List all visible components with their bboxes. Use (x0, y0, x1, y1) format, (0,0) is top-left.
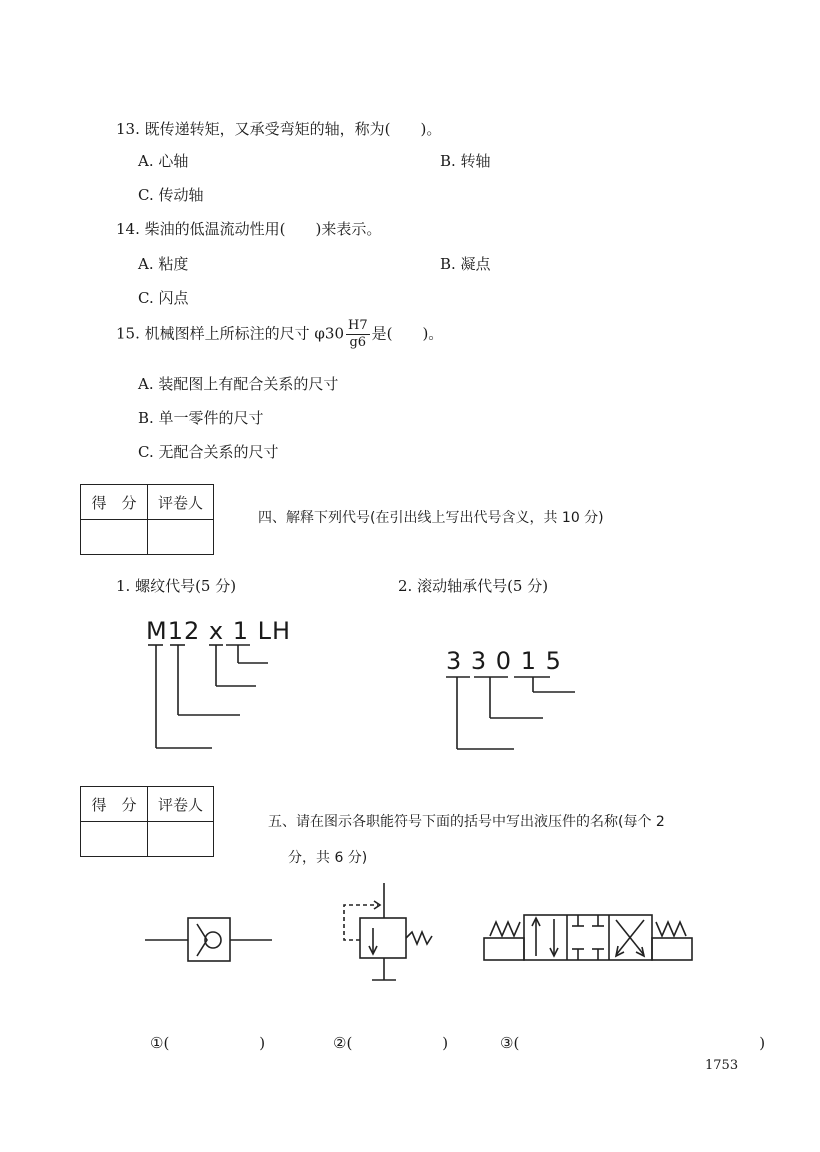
fit-fraction-numerator: H7 (347, 318, 368, 333)
question-14-stem: 14. 柴油的低温流动性用( )来表示。 (116, 220, 382, 238)
score-header: 得 分 (81, 787, 148, 822)
bearing-code-leaders (446, 677, 575, 749)
question-15-stem-pre: 15. 机械图样上所标注的尺寸 φ30 (116, 324, 344, 343)
question-14-option-b: B. 凝点 (440, 255, 491, 273)
question-15-option-b: B. 单一零件的尺寸 (138, 409, 264, 427)
question-15-stem-post: 是( )。 (371, 324, 444, 343)
section-4-item-2: 2. 滚动轴承代号(5 分) (398, 577, 549, 595)
section-5-title-line-1: 五、请在图示各职能符号下面的括号中写出液压件的名称(每个 2 (268, 814, 665, 830)
section-4-title: 四、解释下列代号(在引出线上写出代号含义，共 10 分) (258, 510, 604, 526)
bearing-code: 3 3 0 1 5 (446, 647, 562, 675)
question-15-option-a: A. 装配图上有配合关系的尺寸 (138, 375, 339, 393)
answer-blank-3[interactable]: ③( ) (500, 1034, 766, 1052)
question-14-option-c: C. 闪点 (138, 289, 189, 307)
question-15-option-c: C. 无配合关系的尺寸 (138, 443, 279, 461)
answer-blank-1[interactable]: ①( ) (150, 1034, 266, 1052)
grader-header: 评卷人 (148, 787, 214, 822)
section-5-title-line-2: 分，共 6 分) (288, 850, 368, 866)
thread-code-leaders (148, 645, 268, 748)
directional-valve-symbol (484, 915, 692, 960)
page-number: 1753 (705, 1058, 739, 1073)
question-13-option-b: B. 转轴 (440, 152, 491, 170)
answer-blank-2[interactable]: ②( ) (333, 1034, 449, 1052)
section-4-item-1: 1. 螺纹代号(5 分) (116, 577, 237, 595)
question-13-option-a: A. 心轴 (138, 152, 189, 170)
thread-code: M12 x 1 LH (146, 617, 292, 645)
fit-fraction-denominator: g6 (349, 335, 367, 350)
check-valve-symbol (145, 918, 272, 961)
score-header: 得 分 (81, 485, 148, 520)
question-14-option-a: A. 粘度 (138, 255, 189, 273)
question-13-option-c: C. 传动轴 (138, 186, 204, 204)
grader-header: 评卷人 (148, 485, 214, 520)
relief-valve-symbol (344, 883, 432, 980)
question-13-stem: 13. 既传递转矩，又承受弯矩的轴，称为( )。 (116, 120, 442, 138)
